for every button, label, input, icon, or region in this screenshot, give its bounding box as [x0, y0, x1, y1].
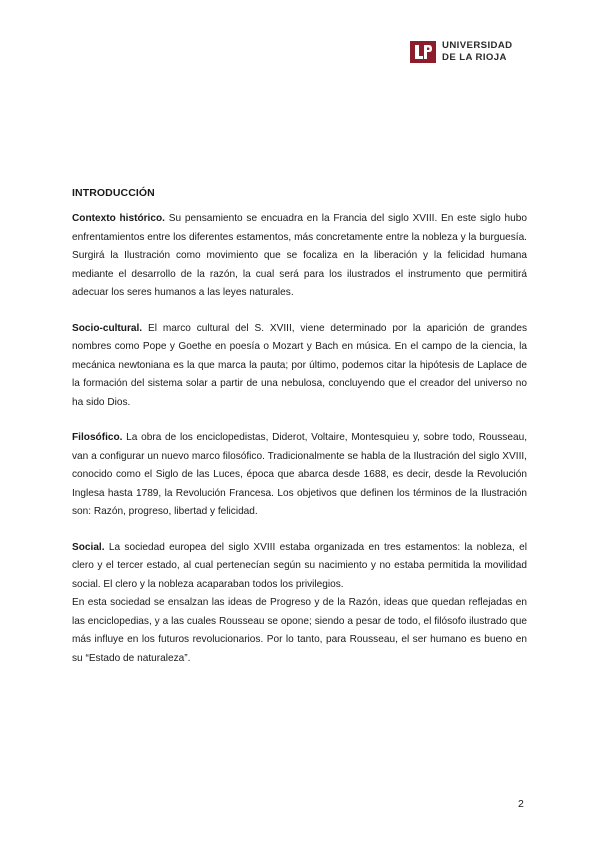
logo-line-1: UNIVERSIDAD	[442, 40, 513, 51]
paragraph-social-continued: En esta sociedad se ensalzan las ideas de Progreso y de la Razón, ideas que quedan reflejadas en las enciclopedias, y a las cuales Rousseau se opone; siendo a pesar de todo, el filósofo ilustrado que más influye en los futuros revolucionarios. Por lo tanto, para Rousseau, el ser humano es bueno en su “Estado de naturaleza”.	[72, 597, 527, 664]
paragraph-text: La sociedad europea del siglo XVIII estaba organizada en tres estamentos: la nobleza, el clero y el tercer estado, al cual pertenecían según su nacimiento y no estaba permitida la movilidad social. El clero y la nobleza acaparaban todos los privilegios.	[72, 541, 527, 590]
paragraph-title: Contexto histórico.	[72, 213, 165, 224]
university-logo-text	[442, 40, 513, 63]
paragraph-socio-cultural	[72, 320, 527, 413]
section-heading: INTRODUCCIÓN	[72, 187, 155, 199]
paragraph-text: El marco cultural del S. XVIII, viene determinado por la aparición de grandes nombres como Pope y Goethe en poesía o Mozart y Bach en música. En el campo de la ciencia, la mecánica newtoniana es la que marca la pauta; por último, podemos citar la hipótesis de Laplace de la formación del sistema solar a partir de una nebulosa, concluyendo que el creador del universo no ha sido Dios.	[72, 322, 527, 408]
university-logo-icon	[410, 41, 436, 63]
university-logo	[410, 40, 513, 63]
paragraph-text: Su pensamiento se encuadra en la Francia del siglo XVIII. En este siglo hubo enfrentamientos entre los diferentes estamentos, más concretamente entre la nobleza y la burguesía. Surgirá la Ilustración como movimiento que se focaliza en la liberación y la felicidad humana mediante el desarrollo de la razón, la cual será para los ilustrados el instrumento que permitirá adecuar los seres humanos a las leyes naturales.	[72, 213, 528, 298]
page-number: 2	[518, 798, 524, 810]
paragraph-title: Social.	[72, 541, 105, 553]
logo-line-2: DE LA RIOJA	[442, 51, 507, 63]
paragraph-text: La obra de los enciclopedistas, Diderot, Voltaire, Montesquieu y, sobre todo, Rousseau, van a configurar un nuevo marco filosófico. Tradicionalmente se habla de la Ilustración del siglo XVIII, conocido como el Siglo de las Luces, época que abarca desde 1688, es decir, desde la Revolución Inglesa hasta 1789, la Revolución Francesa. Los objetivos que definen los términos de la Ilustración son: Razón, progreso, libertad y felicidad.	[72, 432, 527, 517]
paragraph-filosofico	[72, 429, 527, 522]
paragraph-social	[72, 539, 527, 595]
paragraph-title: Filosófico.	[72, 432, 123, 443]
document-body	[72, 186, 527, 668]
paragraph-contexto	[72, 210, 527, 303]
paragraph-title: Socio-cultural.	[72, 322, 143, 334]
